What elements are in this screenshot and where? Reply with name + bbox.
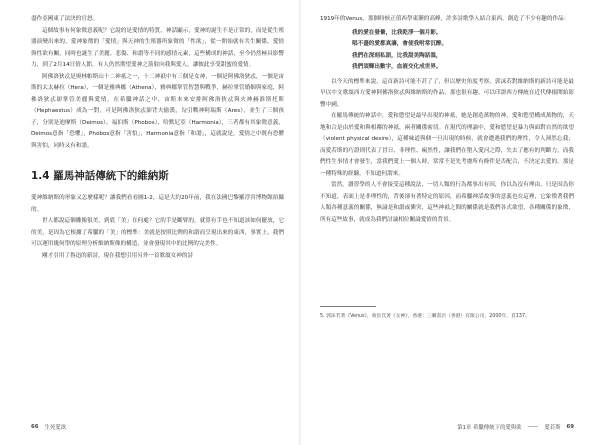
right-footer [457,423,574,431]
poem-line: 我們在深刻私語，比我甜美陶話溫， [352,52,442,59]
book-title: 生死愛欲 [44,425,67,431]
left-paragraph: 這個故事有何象徵意義呢？它說的是愛情的特質，神話顯示，愛神的誕生不是正常的，而是從生殖器演變出來的，愛神象徵的「愛情」與天神的生殖器所象徵的「性欲」，從一開始就有共生關係，愛情與性欲有關，同時也誕生了美麗、悲傷、和諧等不同的感情元素，這些構成的神話，至今仍然極具影響力，到了2月14日情人節，有人仍然期望愛神之箭射向我與愛人，讓彼此享受甜蜜的愛情。 [31,27,284,68]
footnote-divider [320,306,376,307]
left-paragraph: 愛神維納斯的形象又怎麼樣呢？讓我們看看圖1-2，這是大約20年前，我在法國巴黎羅浮宮博物館拍攝的。 [31,195,284,213]
section-title: 愛若斯 [544,425,561,431]
footer-separator: —— [527,424,539,430]
right-paragraph: 以今天的標準來說，這首新詩可能不甚了了，但以歷史角度考察，郭沫若對維納斯的新詩可能是最早以中文歌頌西方愛神阿佛洛狄忒與維納斯的作品，那也很有趣，可以印證西方傳統在近代傳揚開始影響中國。 [320,78,574,108]
poem-line: 我們須輝出數字，血液交化成世界。 [352,64,442,70]
left-page-number: 66 [31,424,39,430]
left-paragraph: 盡作亞國東了法決的官怒。 [31,16,99,22]
right-page-number: 69 [566,424,574,430]
left-footer [31,423,66,431]
poem-block [320,28,574,74]
right-page [300,0,600,445]
section-heading: 1.4 羅馬神話傳統下的維納斯 [31,170,169,182]
left-paragraph: 剛才引用了魯迅的新詩，現在我想引用另外一首歌頌女神的詩 [42,252,194,259]
right-paragraph: 當然，讀習學的人不會接受這種說法，一切人類的行為都事出有因，你以為沒有理由，只是因為你不知道，表面上是非理性的，背後卻有著特定的原因，而希臘神話故事的意義也在這裡，它象徵著我們人類各種意義的關係，無論是和諧或衝突，這些神祇之間的關係就是我們各式欲望，各種關係的象徵，所有這些故事，就成為我們討論相位關論愛情的背景。 [320,182,574,223]
chapter-title: 第1章 希臘傳統下的愛與欲 [457,425,522,431]
footnote: 5. 郭沫若著《Venus》，收於氏著《女神》，香港：三聯書店（香港）有限公司，2000年，頁137。 [320,314,530,319]
right-paragraph: 在羅馬傳統的神話中，愛和慾望是最早出現的神祇，她是創造萬物的神，愛和慾望構成萬物的，天地和合是由於愛和與相鄰的神祇，兩者關係密切。在現代的理論中，愛和慾望是暴力與面對自然的欲望（violent physical desire），這種味道與個一旦出現的時候，就會遭遇我們的理性，令人渾然忘我；而愛若斯的巧證則代表了冒日、非理性、瘋然性，讓我們在墮入愛河之際，失去了應有的判斷力，而我們性生事情才會發生，當我們愛上一個人時，常常不是先考慮所有條件是否配合，不決定去愛的，那是一種特殊的經驗，不知道何謂來。 [320,113,574,177]
poem-line: 唱不盡的愛都真濤，會使我咐常沉醉。 [352,41,448,47]
right-paragraph: 1919年的Venus，那個時候正值西學東漸的高峰，許多詩歌學人結合東西，創造了不少有趣的作品： [320,16,570,22]
left-paragraph: 阿佛洛狄忒是奧林帕斯山十二神祇之一，十二神祇中有三個是女神，一個是阿佛洛狄忒，一個是宙斯的太太赫拉（Hera），一個是雅典娜（Athena），雅典娜掌管智慧與戰爭，赫拉掌管婚姻與家庭，阿佛洛狄忒卻掌管美麗與愛情。在希臘神話之中，宙斯本來安排阿佛洛狄忒與火神赫淮斯托斯（Hephaestus）成為一對，可是阿佛洛狄忒卻背夫偷漢，勾引戰神阿瑞斯（Ares），並生了三個孩子，分別是迪摩斯（Deimos）、福伯斯（Phobos）、哈默尼亞（Harmonia），三者都有其象徵意義，Deimos意指「恐懼」，Phobos意指「害怕」，Harmonia意指「和諧」，這就說是，愛情之中既有恐懼與害怕，同時又有和諧。 [31,73,284,149]
poem-line: 我的愛在發暈，比我乾淨一個月影。 [352,29,442,36]
left-paragraph: 世人都說這個雕像很美，到底「美」在何處？它的手是斷臂的，就算有手也不知道該如何擺放，它的美，是因為它根據了希臘的「美」的標準：美就是按照比例的和諧而呈現出來的東西，事實上，我們可以運用幾何學的原理分析維納斯像的構造，並會發現其中的比例的完美性。 [31,218,284,247]
